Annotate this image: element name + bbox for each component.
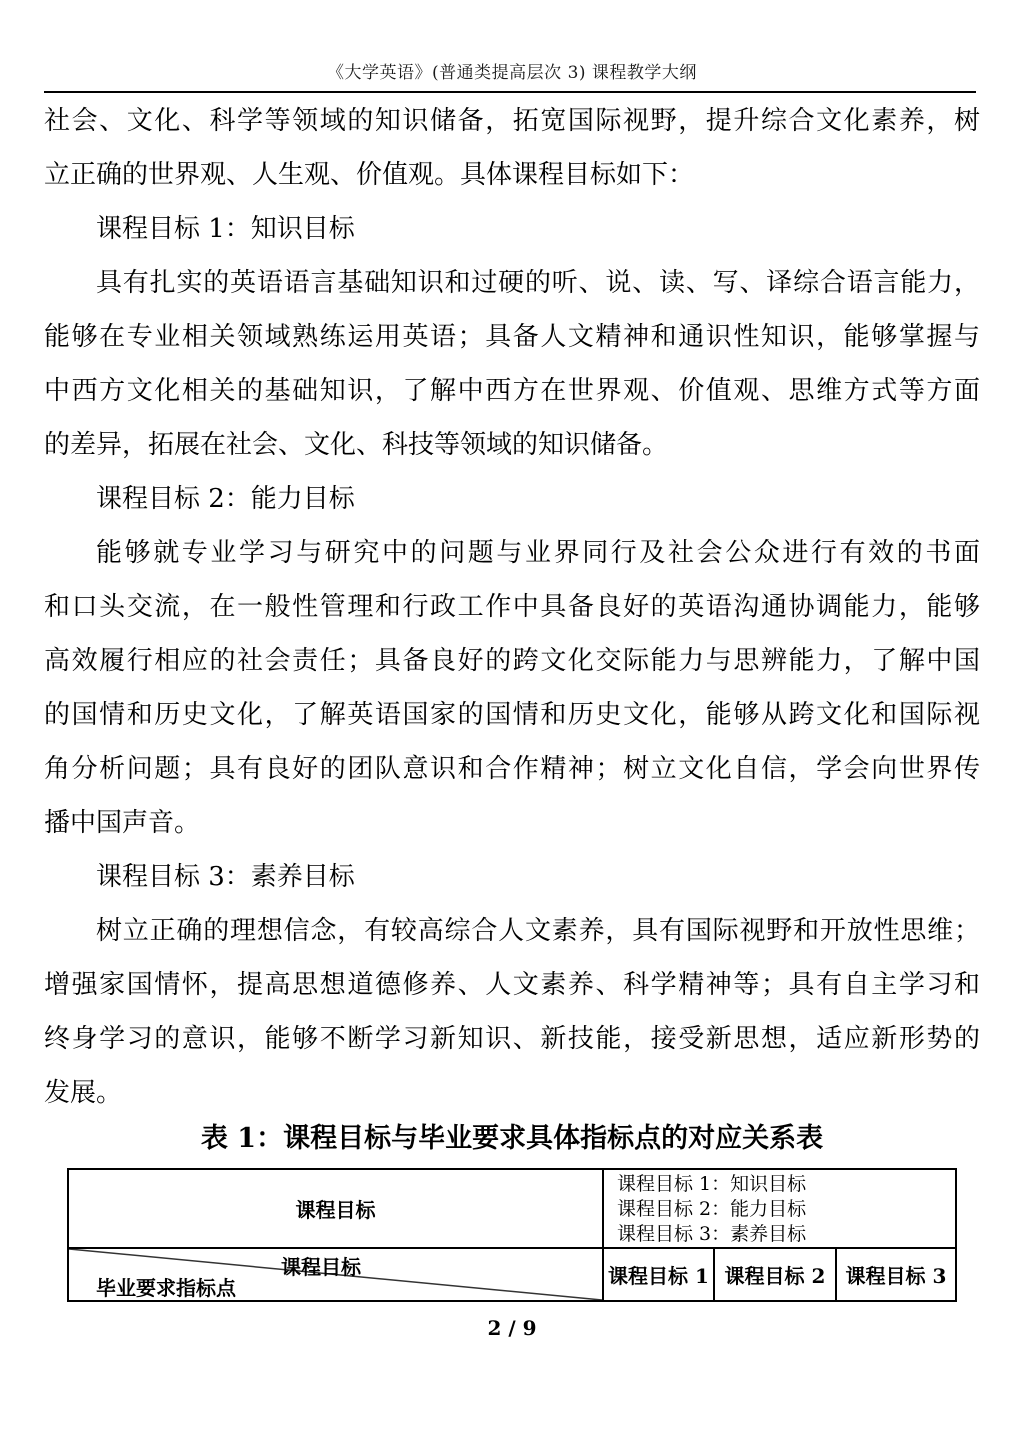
body-line: 立正确的世界观、人生观、价值观。具体课程目标如下： [44,160,695,190]
body-line: 课程目标 2：能力目标 [96,484,355,514]
body-line: 的国情和历史文化，了解英语国家的国情和历史文化，能够从跨文化和国际视 [44,700,980,730]
body-line: 中西方文化相关的基础知识，了解中西方在世界观、价值观、思维方式等方面 [44,376,980,406]
body-line: 能够在专业相关领域熟练运用英语；具备人文精神和通识性知识，能够掌握与 [44,322,980,352]
diagonal-label-course-objectives: 课程目标 [281,1255,361,1279]
body-line: 高效履行相应的社会责任；具备良好的跨文化交际能力与思辨能力，了解中国 [44,646,980,676]
body-line: 终身学习的意识，能够不断学习新知识、新技能，接受新思想，适应新形势的 [44,1024,980,1054]
body-line: 树立正确的理想信念，有较高综合人文素养，具有国际视野和开放性思维； [96,916,980,946]
body-text [44,94,980,1120]
body-line: 角分析问题；具有良好的团队意识和合作精神；树立文化自信，学会向世界传 [44,754,980,784]
body-line: 发展。 [44,1078,123,1108]
running-header-title: 《大学英语》(普通类提高层次 3) 课程教学大纲 [327,63,697,83]
table-col-header-objective-3: 课程目标 3 [845,1264,947,1288]
page-number: 2 / 9 [487,1316,537,1340]
body-line: 播中国声音。 [44,808,201,838]
table-col-header-objective-2: 课程目标 2 [715,1249,837,1300]
body-line: 的差异，拓展在社会、文化、科技等领域的知识储备。 [44,430,669,460]
body-line: 能够就专业学习与研究中的问题与业界同行及社会公众进行有效的书面 [96,538,980,568]
body-line: 课程目标 3：素养目标 [96,862,355,892]
body-line: 社会、文化、科学等领域的知识储备，拓宽国际视野，提升综合文化素养，树 [44,106,980,136]
body-line: 增强家国情怀，提高思想道德修养、人文素养、科学精神等；具有自主学习和 [44,970,980,1000]
header-rule [44,91,976,93]
objective-list-item: 课程目标 2：能力目标 [617,1198,807,1220]
table-cell-course-objectives-header: 课程目标 [69,1170,604,1249]
body-line: 课程目标 1：知识目标 [96,214,355,244]
diagonal-label-graduation-requirements: 毕业要求指标点 [96,1276,236,1300]
table-cell-diagonal [69,1249,604,1300]
objective-list-item: 课程目标 1：知识目标 [617,1173,807,1195]
table-caption: 表 1：课程目标与毕业要求具体指标点的对应关系表 [200,1123,824,1154]
table-col-header-objective-1: 课程目标 1 [604,1249,715,1300]
table-cell-objectives-list [604,1170,955,1249]
body-line: 和口头交流，在一般性管理和行政工作中具备良好的英语沟通协调能力，能够 [44,592,980,622]
objectives-mapping-table [67,1168,957,1302]
objective-list-item: 课程目标 3：素养目标 [617,1223,807,1245]
body-line: 具有扎实的英语语言基础知识和过硬的听、说、读、写、译综合语言能力， [96,268,980,298]
